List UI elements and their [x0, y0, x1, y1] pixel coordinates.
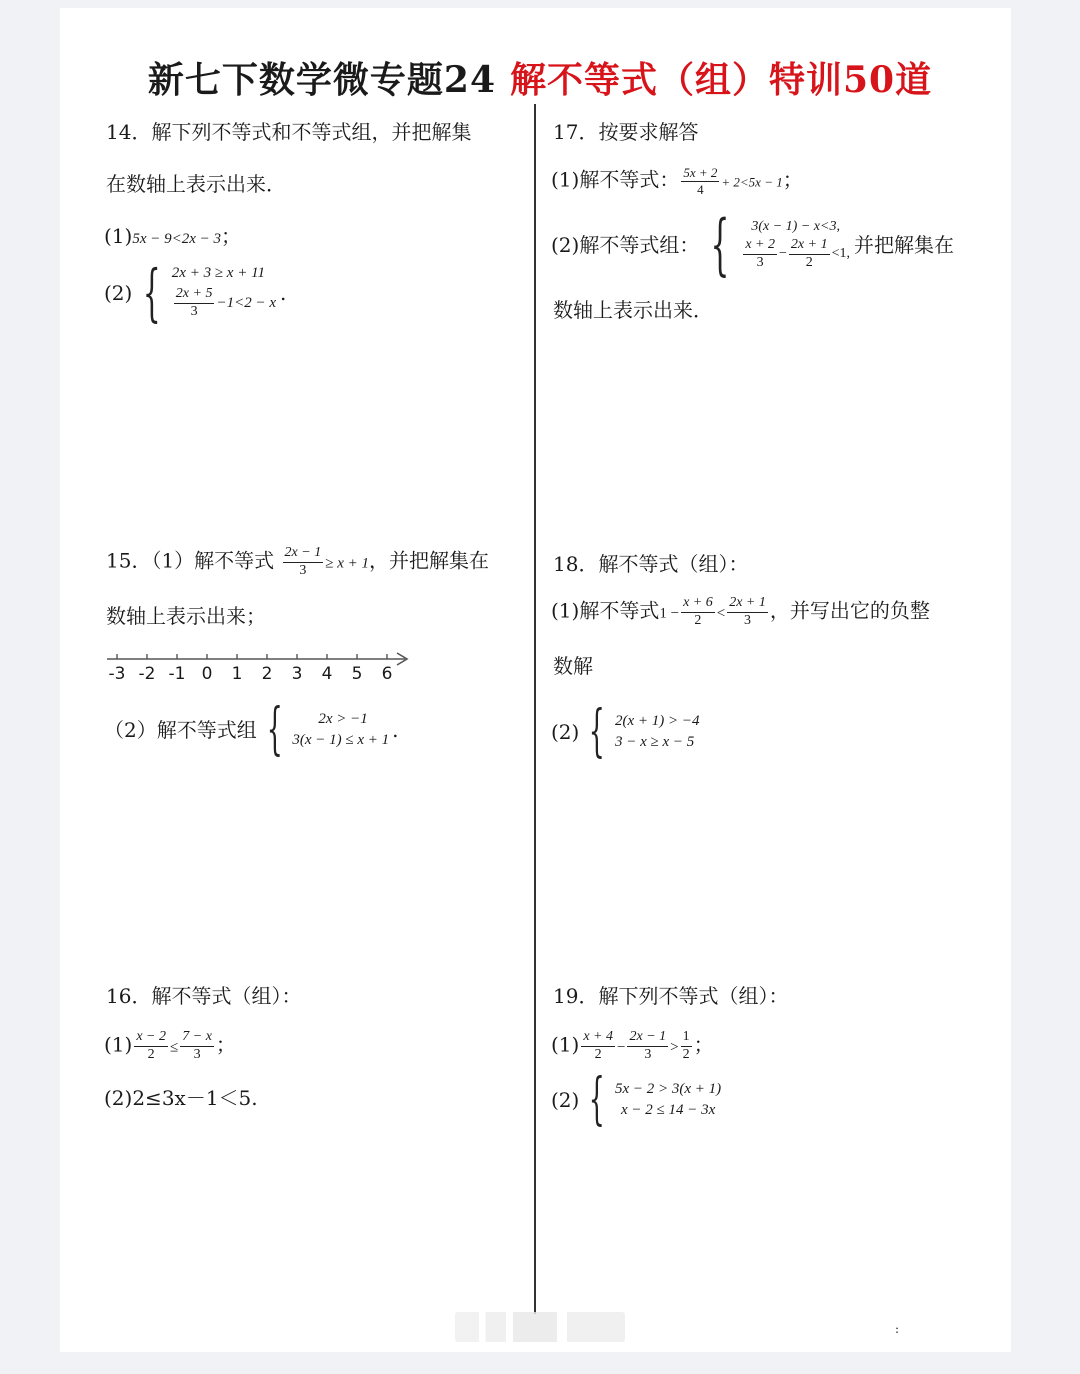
q16-p1-label: (1): [104, 1032, 133, 1057]
q19-line1: 19．解下列不等式（组）：: [553, 984, 789, 1008]
number-line-label: 6: [381, 664, 393, 684]
q19-p1-end: ；: [693, 1032, 714, 1057]
fraction-numerator: x + 6: [681, 596, 715, 613]
q17-p1-text: (1)解不等式：: [551, 167, 680, 192]
q18-p1-prefix: 1 −: [659, 605, 680, 622]
number-line-label: 3: [291, 664, 303, 684]
fraction-denominator: 3: [744, 612, 752, 628]
q18-part2: [551, 699, 700, 764]
number-line-label: -3: [108, 664, 126, 684]
fraction-denominator: 3: [190, 304, 198, 319]
q19-p1-label: (1): [551, 1032, 580, 1057]
q17-line3: 数轴上表示出来．: [553, 298, 713, 322]
q19-p2-label: (2): [551, 1088, 580, 1112]
q14-p2-line2-rest: −1<2 − x: [216, 295, 276, 311]
fraction-numerator: 2x + 1: [789, 238, 830, 255]
brace-icon: {: [589, 1067, 606, 1132]
page-title: [0, 52, 1080, 103]
q17-p1-end: ；: [782, 167, 803, 192]
q15-p2-lines: [292, 712, 389, 748]
q19-fraction-1: [581, 1030, 615, 1062]
fraction-denominator: 2: [694, 612, 702, 628]
brace-icon: {: [143, 256, 161, 329]
column-divider: [534, 104, 536, 1314]
fraction-numerator: x + 2: [743, 238, 777, 255]
q17-p2-line1: 3(x − 1) − x<3,: [751, 218, 840, 234]
q18-p1-text: (1)解不等式: [551, 598, 660, 623]
q15-p2-line1: 2x > −1: [318, 711, 368, 727]
q14-part1: [104, 226, 241, 247]
q19-p2-line1: 5x − 2 > 3(x + 1): [614, 1081, 722, 1097]
q16-fraction-1: [134, 1030, 168, 1062]
blurred-watermark: [455, 1312, 625, 1342]
q14-p2-label: (2): [104, 281, 133, 305]
q17-part2: [551, 206, 954, 283]
q15-p2-system: [104, 697, 399, 762]
q17-fraction: [681, 166, 719, 196]
number-line-label: 5: [351, 664, 363, 684]
q18-p1-tail: ，并写出它的负整: [769, 598, 930, 623]
q17-part1: [551, 166, 803, 196]
q19-part1: [551, 1030, 714, 1062]
q19-fraction-2: [627, 1030, 668, 1062]
q18-fraction-1: [681, 596, 715, 628]
q15-p2-text: （2）解不等式组: [104, 718, 257, 742]
q18-p2-lines: [615, 714, 700, 750]
q15-p2-line2: 3(x − 1) ≤ x + 1: [292, 732, 390, 748]
number-line-label: 1: [231, 664, 243, 684]
q15-line1: [106, 546, 489, 578]
brace-icon: {: [710, 206, 730, 283]
brace-icon: {: [589, 699, 606, 764]
brace-icon: {: [266, 697, 283, 762]
q18-part1: [551, 596, 930, 628]
fraction-denominator: 2: [594, 1046, 602, 1062]
footer-mark: :: [895, 1322, 900, 1336]
q17-p2-text: (2)解不等式组：: [551, 233, 700, 257]
q19-part2: [551, 1067, 722, 1132]
q15-l1-tail: ，并把解集在: [368, 548, 489, 573]
fraction-numerator: 7 − x: [180, 1030, 214, 1047]
fraction-denominator: 3: [299, 562, 307, 578]
fraction-numerator: 5x + 2: [683, 165, 718, 180]
title-main: 新七下数学微专题24: [147, 59, 496, 101]
q15-line2: 数轴上表示出来；: [106, 604, 266, 628]
q18-fraction-2: [727, 596, 768, 628]
q14-p2-fraction: [174, 287, 215, 319]
fraction-denominator: 3: [644, 1046, 652, 1062]
q16-part1: [104, 1030, 236, 1062]
fraction-denominator: 3: [756, 254, 764, 270]
q18-p2-label: (2): [551, 720, 580, 744]
q16-part2: (2)2≤3x－1＜5.: [104, 1086, 258, 1110]
q17-fraction-2: [789, 238, 830, 270]
q17-line1: 17．按要求解答: [553, 120, 699, 144]
fraction-numerator: 2x + 1: [727, 596, 768, 613]
q18-p2-system: [551, 699, 700, 764]
fraction-denominator: 2: [147, 1046, 155, 1062]
q18-p2-line1: 2(x + 1) > −4: [614, 713, 700, 729]
q17-p1-rest: + 2<5x − 1: [721, 174, 783, 190]
q19-p1-op: >: [670, 1039, 679, 1056]
q16-line1: 16．解不等式（组）：: [106, 984, 302, 1008]
fraction-numerator: x − 2: [134, 1030, 168, 1047]
fraction-denominator: 2: [805, 254, 813, 270]
fraction-numerator: 2x + 5: [174, 287, 215, 304]
fraction-denominator: 2: [682, 1046, 690, 1062]
q18-p2-line2: 3 − x ≥ x − 5: [614, 734, 695, 750]
number-line-label: 0: [201, 664, 213, 684]
fraction-numerator: 2x − 1: [283, 546, 324, 563]
number-line-label: -2: [138, 664, 156, 684]
q14-p2-lines: [172, 266, 276, 319]
q14-p1-label: (1): [104, 224, 133, 248]
q14-line1: 14．解下列不等式和不等式组，并把解集: [106, 120, 472, 144]
q15-l1-rest: ≥ x + 1: [325, 555, 369, 572]
fraction-numerator: 1: [681, 1030, 692, 1047]
q14-line2: 在数轴上表示出来．: [106, 172, 286, 196]
q14-p2-line2: [172, 287, 276, 319]
q14-p2-line1: 2x + 3 ≥ x + 11: [171, 265, 265, 282]
q19-p1-minus: −: [617, 1039, 626, 1056]
fraction-numerator: x + 4: [581, 1030, 615, 1047]
q18-p1-op: <: [716, 605, 726, 622]
q15-part2: [104, 697, 399, 762]
title-highlight: 解不等式（组）特训50道: [510, 59, 933, 101]
q15-p2-end: .: [392, 718, 399, 742]
q14-p1-expr: 5x − 9<2x − 3: [132, 231, 222, 247]
number-line-label: -1: [168, 664, 186, 684]
q14-part2: [104, 256, 287, 329]
q15-l1-text: 15．（1）解不等式: [106, 548, 275, 573]
q19-fraction-3: [681, 1030, 692, 1062]
q14-p2-system: [104, 256, 287, 329]
q17-p2-continuation: 并把解集在: [854, 233, 954, 257]
q18-line3: 数解: [553, 654, 593, 678]
fraction-numerator: 2x − 1: [627, 1030, 668, 1047]
q16-fraction-2: [180, 1030, 214, 1062]
q17-p2-line2: $\frac{x + 2}{3}$ − $\frac{2x + 1}{2}$ <1,: [745, 236, 850, 270]
fraction-denominator: 4: [697, 181, 704, 197]
q14-p2-end: .: [280, 281, 287, 305]
q19-p2-lines: [615, 1082, 721, 1118]
q14-p1-end: ；: [221, 224, 242, 248]
q18-line1: 18．解不等式（组）：: [553, 552, 749, 576]
q17-p2-system: [551, 206, 954, 283]
q19-p2-system: [551, 1067, 722, 1132]
q17-p2-tail: <1,: [831, 246, 850, 261]
q16-p1-end: ；: [215, 1032, 236, 1057]
number-line: [105, 648, 415, 688]
q17-fraction-1: [743, 238, 777, 270]
q16-p1-op: ≤: [170, 1039, 179, 1056]
number-line-label: 2: [261, 664, 273, 684]
q19-p2-line2: x − 2 ≤ 14 − 3x: [620, 1102, 716, 1118]
number-line-label: 4: [321, 664, 333, 684]
q17-p2-lines: [741, 220, 850, 270]
fraction-denominator: 3: [193, 1046, 201, 1062]
q15-fraction: [283, 546, 324, 578]
